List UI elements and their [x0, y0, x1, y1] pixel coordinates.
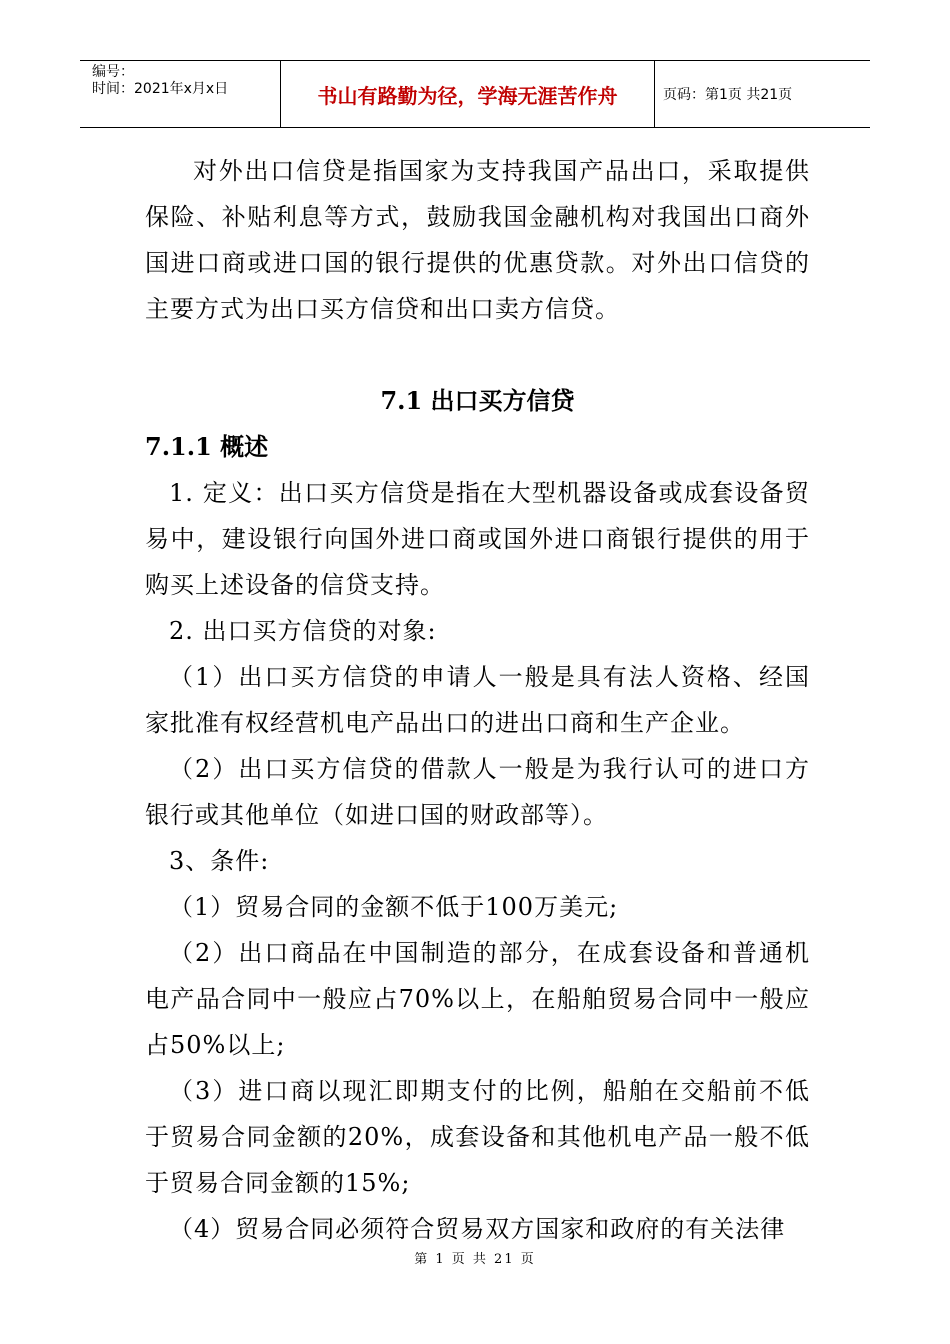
intro-paragraph: 对外出口信贷是指国家为支持我国产品出口，采取提供保险、补贴利息等方式，鼓励我国金融机构对我国出口商外国进口商或进口国的银行提供的优惠贷款。对外出口信贷的主要方式为出口买方信贷和出口卖方信贷。	[145, 157, 810, 323]
document-body	[145, 148, 810, 1252]
list-heading: 3、条件:	[169, 847, 270, 875]
list-item: （2）出口买方信贷的借款人一般是为我行认可的进口方银行或其他单位（如进口国的财政部等）。	[145, 755, 810, 829]
list-item: （3）进口商以现汇即期支付的比例，船舶在交船前不低于贸易合同金额的20%，成套设备和其他机电产品一般不低于贸易合同金额的15%;	[145, 1077, 810, 1197]
list-item: （1）出口买方信贷的申请人一般是具有法人资格、经国家批准有权经营机电产品出口的进出口商和生产企业。	[145, 663, 810, 737]
header-motto: 书山有路勤为径，学海无涯苦作舟	[317, 83, 618, 108]
header-meta	[92, 64, 282, 98]
definition-paragraph: 1. 定义：出口买方信贷是指在大型机器设备或成套设备贸易中，建设银行向国外进口商或国外进口商银行提供的用于购买上述设备的信贷支持。	[145, 479, 810, 599]
subsection-title: 7.1.1 概述	[145, 432, 269, 461]
list-item: （1）贸易合同的金额不低于100万美元;	[169, 893, 619, 921]
doc-date: 时间：2021年x月x日	[92, 81, 229, 97]
header-divider	[654, 61, 655, 127]
list-item: （2）出口商品在中国制造的部分，在成套设备和普通机电产品合同中一般应占70%以上，在船舶贸易合同中一般应占50%以上;	[145, 939, 810, 1059]
list-heading: 2. 出口买方信贷的对象:	[169, 617, 437, 645]
doc-number-label: 编号：	[92, 64, 134, 80]
spacer	[145, 332, 810, 378]
header-page-info: 页码：第1页 共21页	[663, 87, 793, 103]
section-title: 7.1 出口买方信贷	[380, 386, 575, 415]
page-header	[80, 60, 870, 128]
page-footer: 第 1 页 共 21 页	[414, 1252, 536, 1267]
list-item: （4）贸易合同必须符合贸易双方国家和政府的有关法律	[169, 1215, 786, 1243]
